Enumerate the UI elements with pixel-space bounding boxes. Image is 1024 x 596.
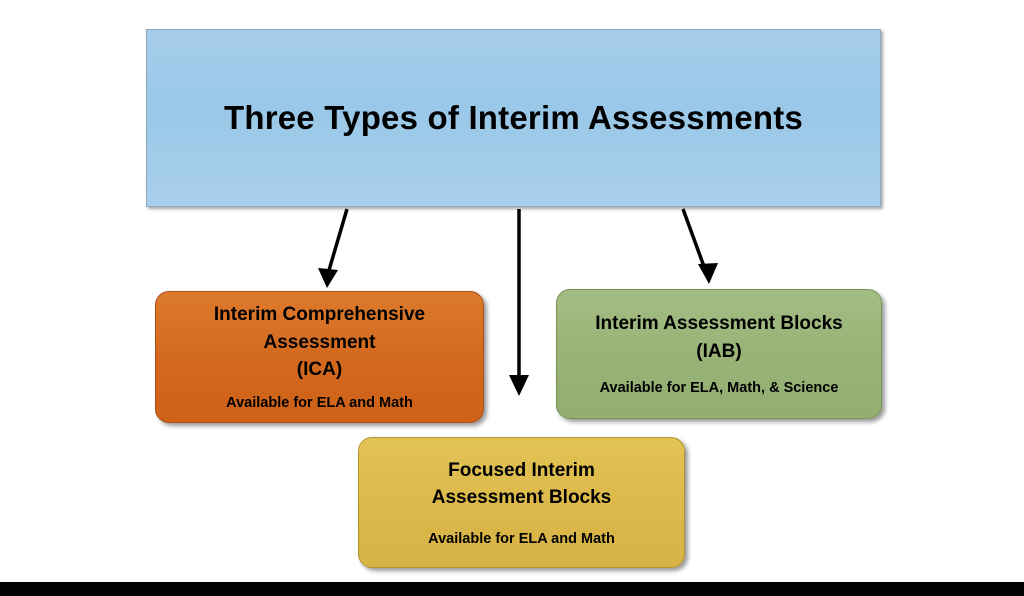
page-title: Three Types of Interim Assessments	[224, 99, 803, 137]
node-iab	[556, 289, 882, 419]
node-ica	[155, 291, 484, 423]
arrowhead-ica	[318, 268, 338, 288]
connector-title-to-ica	[327, 209, 347, 277]
arrowhead-fiab	[509, 375, 529, 396]
node-iab-label: Interim Assessment Blocks (IAB)	[595, 313, 843, 362]
arrowhead-iab	[698, 263, 718, 284]
node-fiab	[358, 437, 685, 568]
node-fiab-availability: Available for ELA and Math	[428, 530, 615, 547]
node-iab-availability: Available for ELA, Math, & Science	[599, 380, 839, 397]
diagram-title-box	[146, 29, 881, 207]
node-ica-availability: Available for ELA and Math	[226, 394, 413, 411]
node-fiab-label: Focused Interim Assessment Blocks	[431, 459, 612, 509]
node-ica-label: Interim Comprehensive Assessment (ICA)	[213, 304, 426, 381]
connector-title-to-iab	[683, 209, 706, 272]
